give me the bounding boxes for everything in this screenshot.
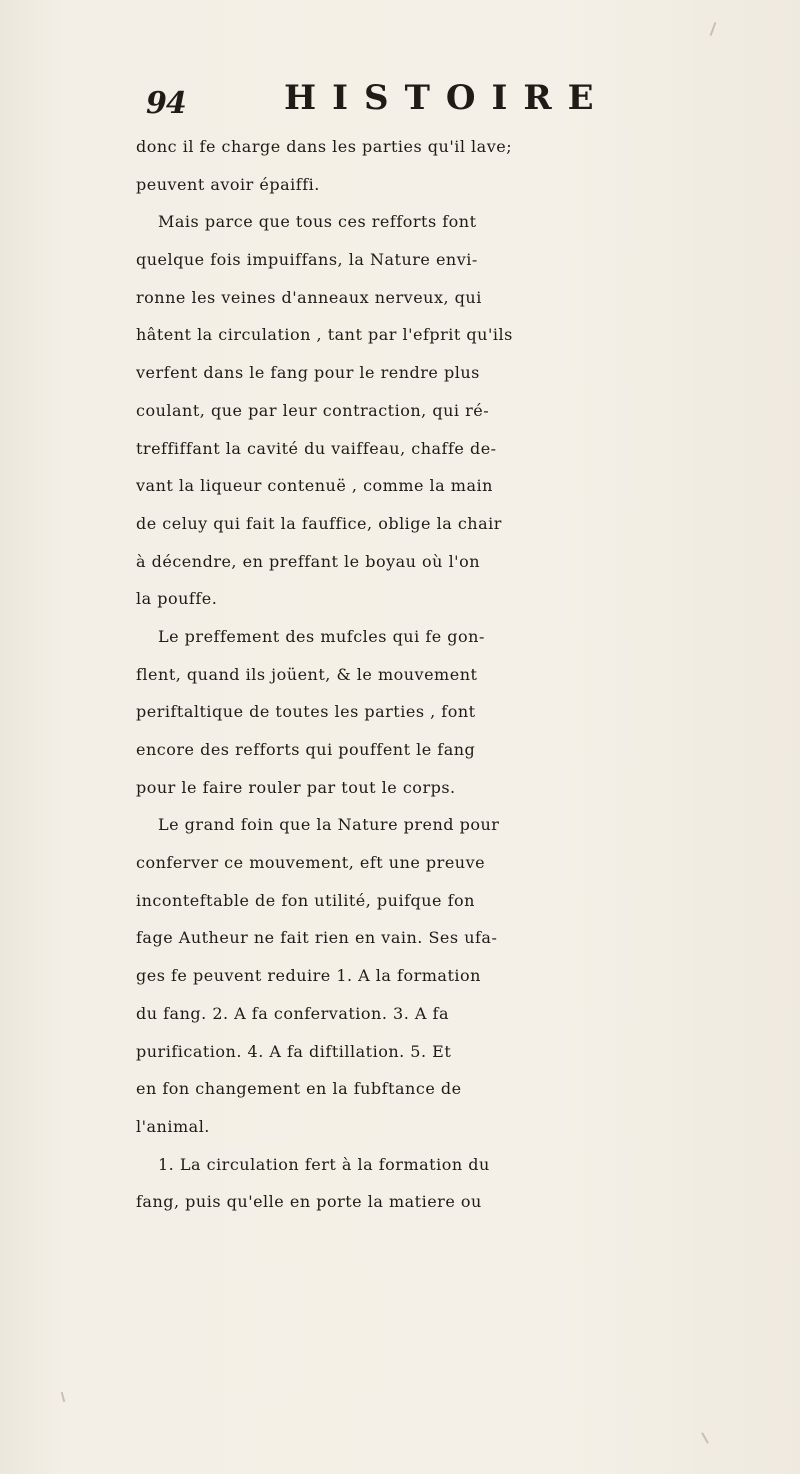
text-line: vant la liqueur contenuë , comme la main (136, 476, 493, 496)
text-line: du fang. 2. A fa confervation. 3. A fa (136, 1003, 449, 1023)
text-line: inconteftable de fon utilité, puifque fon (136, 890, 475, 910)
text-line: Le grand foin que la Nature prend pour (158, 815, 500, 835)
text-line: pour le faire rouler par tout le corps. (136, 777, 456, 797)
page-header (138, 78, 698, 128)
text-line: conferver ce mouvement, eft une preuve (136, 853, 486, 873)
text-line: coulant, que par leur contraction, qui ré- (136, 400, 490, 420)
running-title: HISTOIRE (284, 78, 610, 118)
text-line: encore des refforts qui pouffent le fang (136, 740, 476, 759)
text-line: en fon changement en la fubftance de (136, 1079, 462, 1099)
text-line: Le preffement des mufcles qui fe gon- (158, 626, 485, 646)
text-line: hâtent la circulation , tant par l'efprit qu'ils (136, 325, 513, 345)
text-line: ronne les veines d'anneaux nerveux, qui (136, 287, 482, 307)
text-line: quelque fois impuiffans, la Nature envi- (136, 250, 478, 270)
text-line: donc il fe charge dans les parties qu'il lave; (136, 137, 513, 156)
body-text (136, 128, 794, 1221)
page-number: 94 (146, 86, 186, 121)
text-line: flent, quand ils joüent, & le mouvement (136, 664, 478, 684)
paper-speck (710, 22, 717, 36)
text-line: 1. La circulation fert à la formation du (158, 1154, 490, 1174)
text-line: fang, puis qu'elle en porte la matiere ou (136, 1192, 482, 1212)
text-line: purification. 4. A fa diftillation. 5. Et (136, 1041, 452, 1061)
text-line: periftaltique de toutes les parties , font (136, 702, 476, 722)
paper-speck (61, 1392, 66, 1402)
text-line: ges fe peuvent reduire 1. A la formation (136, 966, 481, 986)
text-line: de celuy qui fait la fauffice, oblige la chair (136, 513, 502, 533)
text-line: Mais parce que tous ces refforts font (158, 212, 477, 232)
text-line: la pouffe. (136, 589, 218, 609)
text-line: fage Autheur ne fait rien en vain. Ses ufa- (136, 928, 498, 948)
text-line: à décendre, en preffant le boyau où l'on (136, 551, 481, 571)
text-line: l'animal. (136, 1116, 210, 1136)
paper-speck (701, 1432, 709, 1443)
text-line: verfent dans le fang pour le rendre plus (136, 363, 480, 383)
text-line: treffiffant la cavité du vaiffeau, chaffe de- (136, 438, 497, 458)
text-line: peuvent avoir épaiffi. (136, 174, 320, 194)
